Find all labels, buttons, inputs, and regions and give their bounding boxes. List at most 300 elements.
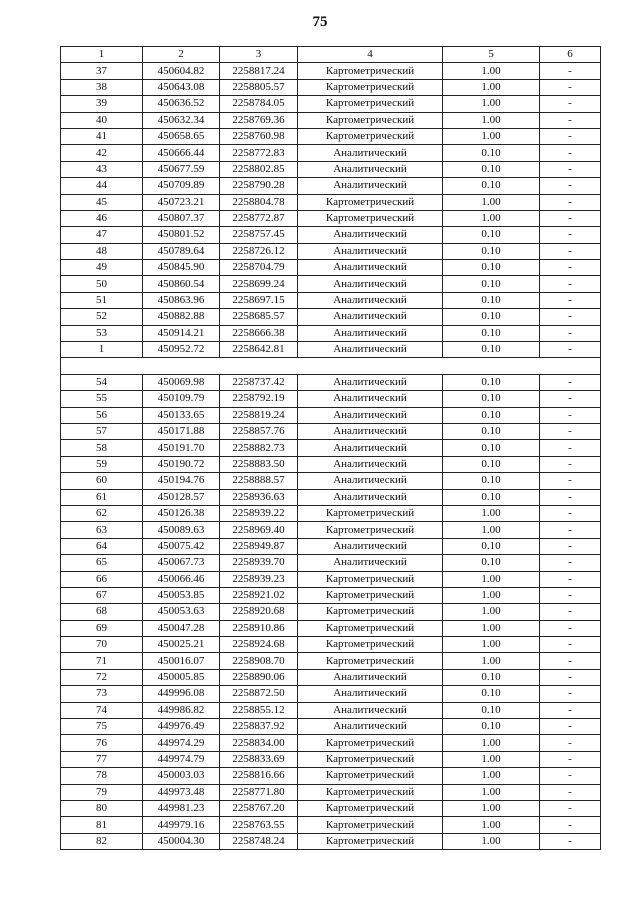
table-cell: Картометрический xyxy=(298,653,443,669)
table-cell: 449986.82 xyxy=(143,702,220,718)
table-cell: Картометрический xyxy=(298,63,443,79)
table-cell: 450860.54 xyxy=(143,276,220,292)
table-cell: 1.00 xyxy=(443,637,540,653)
table-cell: 2258726.12 xyxy=(220,243,298,259)
table-cell: 450126.38 xyxy=(143,505,220,521)
table-cell: - xyxy=(540,423,601,439)
table-cell: 0.10 xyxy=(443,538,540,554)
table-row xyxy=(61,407,601,423)
table-cell: Аналитический xyxy=(298,686,443,702)
table-cell: Картометрический xyxy=(298,96,443,112)
table-cell: - xyxy=(540,374,601,390)
table-cell: 1.00 xyxy=(443,653,540,669)
table-cell: - xyxy=(540,800,601,816)
table-row xyxy=(61,571,601,587)
table-cell: 450075.42 xyxy=(143,538,220,554)
table-cell: Картометрический xyxy=(298,505,443,521)
table-row xyxy=(61,538,601,554)
table-row xyxy=(61,210,601,226)
page-number: 75 xyxy=(312,14,328,30)
table-cell: 2258939.22 xyxy=(220,505,298,521)
table-cell: - xyxy=(540,522,601,538)
table-cell: 46 xyxy=(61,210,143,226)
table-cell: Аналитический xyxy=(298,145,443,161)
column-header: 4 xyxy=(298,47,443,63)
table-cell: - xyxy=(540,505,601,521)
table-cell: 2258790.28 xyxy=(220,178,298,194)
table-cell: Аналитический xyxy=(298,342,443,358)
table-cell: - xyxy=(540,276,601,292)
table-cell: 449979.16 xyxy=(143,817,220,833)
table-cell: Картометрический xyxy=(298,784,443,800)
table-cell: 0.10 xyxy=(443,145,540,161)
table-cell: 450632.34 xyxy=(143,112,220,128)
table-cell: Картометрический xyxy=(298,604,443,620)
table-cell: 1.00 xyxy=(443,587,540,603)
table-cell: Картометрический xyxy=(298,194,443,210)
table-cell: 56 xyxy=(61,407,143,423)
table-cell: 1.00 xyxy=(443,735,540,751)
table-cell: 1.00 xyxy=(443,96,540,112)
table-cell: 2258767.20 xyxy=(220,800,298,816)
table-cell: 450801.52 xyxy=(143,227,220,243)
table-row xyxy=(61,161,601,177)
table-cell: 2258817.24 xyxy=(220,63,298,79)
table-cell: 41 xyxy=(61,128,143,144)
table-cell: 0.10 xyxy=(443,260,540,276)
table-cell: - xyxy=(540,178,601,194)
table-cell: Картометрический xyxy=(298,128,443,144)
table-row xyxy=(61,423,601,439)
table-cell: 1.00 xyxy=(443,79,540,95)
table-cell: - xyxy=(540,456,601,472)
table-cell: - xyxy=(540,719,601,735)
table-cell: 61 xyxy=(61,489,143,505)
table-cell: Аналитический xyxy=(298,407,443,423)
table-cell: Аналитический xyxy=(298,669,443,685)
table-cell: 57 xyxy=(61,423,143,439)
table-cell: 0.10 xyxy=(443,669,540,685)
table-cell: 2258939.70 xyxy=(220,555,298,571)
table-cell: 450658.65 xyxy=(143,128,220,144)
table-cell: 2258883.50 xyxy=(220,456,298,472)
table-cell: 78 xyxy=(61,768,143,784)
table-cell: Картометрический xyxy=(298,768,443,784)
table-cell: 2258748.24 xyxy=(220,833,298,849)
table-cell: - xyxy=(540,391,601,407)
table-cell: 2258910.86 xyxy=(220,620,298,636)
table-cell: - xyxy=(540,571,601,587)
table-cell: 450067.73 xyxy=(143,555,220,571)
table-cell: 49 xyxy=(61,260,143,276)
table-cell: Аналитический xyxy=(298,489,443,505)
table-row xyxy=(61,669,601,685)
table-cell: 450952.72 xyxy=(143,342,220,358)
table-cell: 2258760.98 xyxy=(220,128,298,144)
table-cell: 51 xyxy=(61,292,143,308)
table-cell: 2258908.70 xyxy=(220,653,298,669)
table-row xyxy=(61,620,601,636)
table-cell: 450069.98 xyxy=(143,374,220,390)
table-cell: 0.10 xyxy=(443,342,540,358)
table-cell: Аналитический xyxy=(298,473,443,489)
table-cell: 2258642.81 xyxy=(220,342,298,358)
table-cell: Аналитический xyxy=(298,227,443,243)
table-cell: - xyxy=(540,96,601,112)
table-cell: - xyxy=(540,653,601,669)
table-cell: 74 xyxy=(61,702,143,718)
table-cell: 53 xyxy=(61,325,143,341)
table-cell: - xyxy=(540,784,601,800)
table-cell: 80 xyxy=(61,800,143,816)
table-cell: 63 xyxy=(61,522,143,538)
table-cell: - xyxy=(540,63,601,79)
table-cell: 2258872.50 xyxy=(220,686,298,702)
table-cell: 65 xyxy=(61,555,143,571)
table-cell: Картометрический xyxy=(298,587,443,603)
table-cell: - xyxy=(540,128,601,144)
table-cell: 2258819.24 xyxy=(220,407,298,423)
table-cell: 68 xyxy=(61,604,143,620)
table-cell: - xyxy=(540,309,601,325)
table-cell: - xyxy=(540,702,601,718)
table-cell: 1.00 xyxy=(443,768,540,784)
table-row xyxy=(61,292,601,308)
table-row xyxy=(61,637,601,653)
table-cell: 0.10 xyxy=(443,702,540,718)
table-cell: - xyxy=(540,260,601,276)
table-cell: 0.10 xyxy=(443,473,540,489)
table-cell: 450914.21 xyxy=(143,325,220,341)
table-cell: 2258699.24 xyxy=(220,276,298,292)
table-row xyxy=(61,342,601,358)
table-cell: 1.00 xyxy=(443,128,540,144)
table-cell: 1.00 xyxy=(443,784,540,800)
table-cell: Аналитический xyxy=(298,374,443,390)
table-cell: - xyxy=(540,325,601,341)
table-cell: 2258685.57 xyxy=(220,309,298,325)
column-header: 5 xyxy=(443,47,540,63)
table-row xyxy=(61,833,601,849)
table-cell: Картометрический xyxy=(298,751,443,767)
table-cell: 52 xyxy=(61,309,143,325)
table-cell: Аналитический xyxy=(298,702,443,718)
table-cell: - xyxy=(540,112,601,128)
table-cell: 77 xyxy=(61,751,143,767)
table-cell: 450004.30 xyxy=(143,833,220,849)
table-cell: - xyxy=(540,768,601,784)
table-cell: Аналитический xyxy=(298,555,443,571)
table-row xyxy=(61,276,601,292)
table-cell: 450016.07 xyxy=(143,653,220,669)
table-cell: 2258697.15 xyxy=(220,292,298,308)
table-cell: Аналитический xyxy=(298,276,443,292)
table-cell: 2258666.38 xyxy=(220,325,298,341)
table-cell: 37 xyxy=(61,63,143,79)
table-cell: 70 xyxy=(61,637,143,653)
table-cell: 48 xyxy=(61,243,143,259)
table-cell: 1.00 xyxy=(443,604,540,620)
table-cell: 0.10 xyxy=(443,719,540,735)
table-cell: Аналитический xyxy=(298,440,443,456)
table-cell: - xyxy=(540,604,601,620)
table-cell: 450053.85 xyxy=(143,587,220,603)
table-cell: 2258804.78 xyxy=(220,194,298,210)
table-cell: Аналитический xyxy=(298,719,443,735)
column-header: 6 xyxy=(540,47,601,63)
table-cell: 2258769.36 xyxy=(220,112,298,128)
table-cell: 450709.89 xyxy=(143,178,220,194)
table-row xyxy=(61,325,601,341)
table-row xyxy=(61,719,601,735)
table-header-row xyxy=(61,47,601,63)
table-cell: Картометрический xyxy=(298,735,443,751)
table-row xyxy=(61,686,601,702)
table-cell: 42 xyxy=(61,145,143,161)
table-cell: 1.00 xyxy=(443,833,540,849)
table-cell: 450723.21 xyxy=(143,194,220,210)
table-cell: Картометрический xyxy=(298,571,443,587)
table-cell: 450845.90 xyxy=(143,260,220,276)
table-cell: 450863.96 xyxy=(143,292,220,308)
table-row xyxy=(61,784,601,800)
table-cell: 0.10 xyxy=(443,407,540,423)
table-cell: 2258920.68 xyxy=(220,604,298,620)
table-cell: 450066.46 xyxy=(143,571,220,587)
table-cell: 0.10 xyxy=(443,309,540,325)
table-row xyxy=(61,243,601,259)
table-cell: 0.10 xyxy=(443,276,540,292)
table-cell: - xyxy=(540,833,601,849)
table-cell: 47 xyxy=(61,227,143,243)
table-cell: Аналитический xyxy=(298,292,443,308)
coordinates-table xyxy=(60,46,601,850)
table-cell: 1.00 xyxy=(443,817,540,833)
table-cell: 1.00 xyxy=(443,620,540,636)
table-cell: 450190.72 xyxy=(143,456,220,472)
table-cell: 58 xyxy=(61,440,143,456)
table-row xyxy=(61,800,601,816)
table-cell: 2258816.66 xyxy=(220,768,298,784)
table-row xyxy=(61,227,601,243)
table-cell: 1 xyxy=(61,342,143,358)
table-cell: 2258833.69 xyxy=(220,751,298,767)
table-cell: 1.00 xyxy=(443,751,540,767)
table-cell: 2258837.92 xyxy=(220,719,298,735)
table-cell: 0.10 xyxy=(443,555,540,571)
table-cell: 39 xyxy=(61,96,143,112)
table-cell: 450128.57 xyxy=(143,489,220,505)
column-header: 2 xyxy=(143,47,220,63)
table-row xyxy=(61,391,601,407)
table-cell: 0.10 xyxy=(443,178,540,194)
table-cell: Картометрический xyxy=(298,637,443,653)
table-cell: 0.10 xyxy=(443,325,540,341)
table-cell: Картометрический xyxy=(298,210,443,226)
table-cell: 59 xyxy=(61,456,143,472)
table-cell: 0.10 xyxy=(443,243,540,259)
table-cell: Аналитический xyxy=(298,178,443,194)
table-cell: - xyxy=(540,473,601,489)
table-cell: 450194.76 xyxy=(143,473,220,489)
table-row xyxy=(61,178,601,194)
table-row xyxy=(61,817,601,833)
table-cell: 450807.37 xyxy=(143,210,220,226)
table-cell: 2258855.12 xyxy=(220,702,298,718)
table-row xyxy=(61,128,601,144)
table-cell: Картометрический xyxy=(298,522,443,538)
table-cell: 40 xyxy=(61,112,143,128)
table-cell: 45 xyxy=(61,194,143,210)
table-cell: 2258802.85 xyxy=(220,161,298,177)
table-cell: 82 xyxy=(61,833,143,849)
table-cell: - xyxy=(540,440,601,456)
table-cell: 450025.21 xyxy=(143,637,220,653)
table-cell: 2258888.57 xyxy=(220,473,298,489)
table-cell: Аналитический xyxy=(298,391,443,407)
table-cell: 0.10 xyxy=(443,489,540,505)
table-row xyxy=(61,260,601,276)
table-cell: 450005.85 xyxy=(143,669,220,685)
table-cell: 43 xyxy=(61,161,143,177)
table-cell: 450677.59 xyxy=(143,161,220,177)
table-cell: - xyxy=(540,210,601,226)
table-row xyxy=(61,555,601,571)
table-cell: 2258792.19 xyxy=(220,391,298,407)
table-row xyxy=(61,604,601,620)
table-cell: - xyxy=(540,587,601,603)
table-row xyxy=(61,145,601,161)
table-cell: 1.00 xyxy=(443,505,540,521)
table-cell: 62 xyxy=(61,505,143,521)
table-row xyxy=(61,473,601,489)
table-cell: - xyxy=(540,555,601,571)
table-cell: - xyxy=(540,243,601,259)
table-cell: 2258936.63 xyxy=(220,489,298,505)
table-cell: 2258921.02 xyxy=(220,587,298,603)
table-cell: 2258882.73 xyxy=(220,440,298,456)
table-cell: Картометрический xyxy=(298,79,443,95)
table-cell: Аналитический xyxy=(298,325,443,341)
table-cell: 2258949.87 xyxy=(220,538,298,554)
column-header: 1 xyxy=(61,47,143,63)
table-cell: Аналитический xyxy=(298,243,443,259)
table-cell: 450133.65 xyxy=(143,407,220,423)
table-cell: - xyxy=(540,817,601,833)
table-cell: 2258890.06 xyxy=(220,669,298,685)
table-row xyxy=(61,96,601,112)
table-row xyxy=(61,768,601,784)
table-cell: 69 xyxy=(61,620,143,636)
table-cell: 2258763.55 xyxy=(220,817,298,833)
table-cell: 0.10 xyxy=(443,686,540,702)
table-cell: 66 xyxy=(61,571,143,587)
table-cell: Аналитический xyxy=(298,309,443,325)
table-cell: 450109.79 xyxy=(143,391,220,407)
table-row xyxy=(61,653,601,669)
table-body xyxy=(61,63,601,850)
table-cell: 1.00 xyxy=(443,210,540,226)
table-cell: 450666.44 xyxy=(143,145,220,161)
table-cell: - xyxy=(540,620,601,636)
table-cell: 1.00 xyxy=(443,571,540,587)
table-cell: 55 xyxy=(61,391,143,407)
table-cell: 450789.64 xyxy=(143,243,220,259)
table-cell: 449974.29 xyxy=(143,735,220,751)
table-cell: - xyxy=(540,489,601,505)
table-cell: 450604.82 xyxy=(143,63,220,79)
table-cell: Картометрический xyxy=(298,112,443,128)
table-cell: 79 xyxy=(61,784,143,800)
table-cell: 2258772.83 xyxy=(220,145,298,161)
table-cell: 54 xyxy=(61,374,143,390)
table-cell: - xyxy=(540,227,601,243)
table-cell: 2258805.57 xyxy=(220,79,298,95)
table-cell: 450053.63 xyxy=(143,604,220,620)
table-cell: 449996.08 xyxy=(143,686,220,702)
table-cell: 450636.52 xyxy=(143,96,220,112)
table-cell: Аналитический xyxy=(298,456,443,472)
table-row xyxy=(61,112,601,128)
table-cell: Аналитический xyxy=(298,423,443,439)
table-cell: Аналитический xyxy=(298,161,443,177)
table-cell: - xyxy=(540,342,601,358)
table-cell: 2258737.42 xyxy=(220,374,298,390)
table-cell: 449973.48 xyxy=(143,784,220,800)
table-cell: 76 xyxy=(61,735,143,751)
column-header: 3 xyxy=(220,47,298,63)
table-cell: - xyxy=(540,538,601,554)
table-cell: 71 xyxy=(61,653,143,669)
table-cell: 2258757.45 xyxy=(220,227,298,243)
table-cell: 450882.88 xyxy=(143,309,220,325)
table-cell: 2258924.68 xyxy=(220,637,298,653)
table-cell: 2258834.00 xyxy=(220,735,298,751)
table-row xyxy=(61,63,601,79)
table-cell: 1.00 xyxy=(443,112,540,128)
table-cell: 1.00 xyxy=(443,522,540,538)
table-cell: 0.10 xyxy=(443,423,540,439)
table-cell: 0.10 xyxy=(443,440,540,456)
table-cell: 50 xyxy=(61,276,143,292)
table-cell: 67 xyxy=(61,587,143,603)
table-cell: - xyxy=(540,79,601,95)
table-cell: 2258939.23 xyxy=(220,571,298,587)
table-cell: 75 xyxy=(61,719,143,735)
table-row xyxy=(61,522,601,538)
table-cell: 449974.79 xyxy=(143,751,220,767)
table-row xyxy=(61,79,601,95)
table-cell: Картометрический xyxy=(298,620,443,636)
table-cell: - xyxy=(540,637,601,653)
table-cell: 450171.88 xyxy=(143,423,220,439)
table-cell: - xyxy=(540,669,601,685)
table-cell: 2258771.80 xyxy=(220,784,298,800)
table-cell: - xyxy=(540,145,601,161)
table-row xyxy=(61,751,601,767)
table-row xyxy=(61,374,601,390)
table-cell: 0.10 xyxy=(443,374,540,390)
table-row xyxy=(61,489,601,505)
table-cell: 2258969.40 xyxy=(220,522,298,538)
table-cell: 73 xyxy=(61,686,143,702)
table-row xyxy=(61,587,601,603)
table-cell: - xyxy=(540,194,601,210)
table-cell: 449981.23 xyxy=(143,800,220,816)
table-cell: 450089.63 xyxy=(143,522,220,538)
table-cell: 38 xyxy=(61,79,143,95)
table-cell: - xyxy=(540,161,601,177)
